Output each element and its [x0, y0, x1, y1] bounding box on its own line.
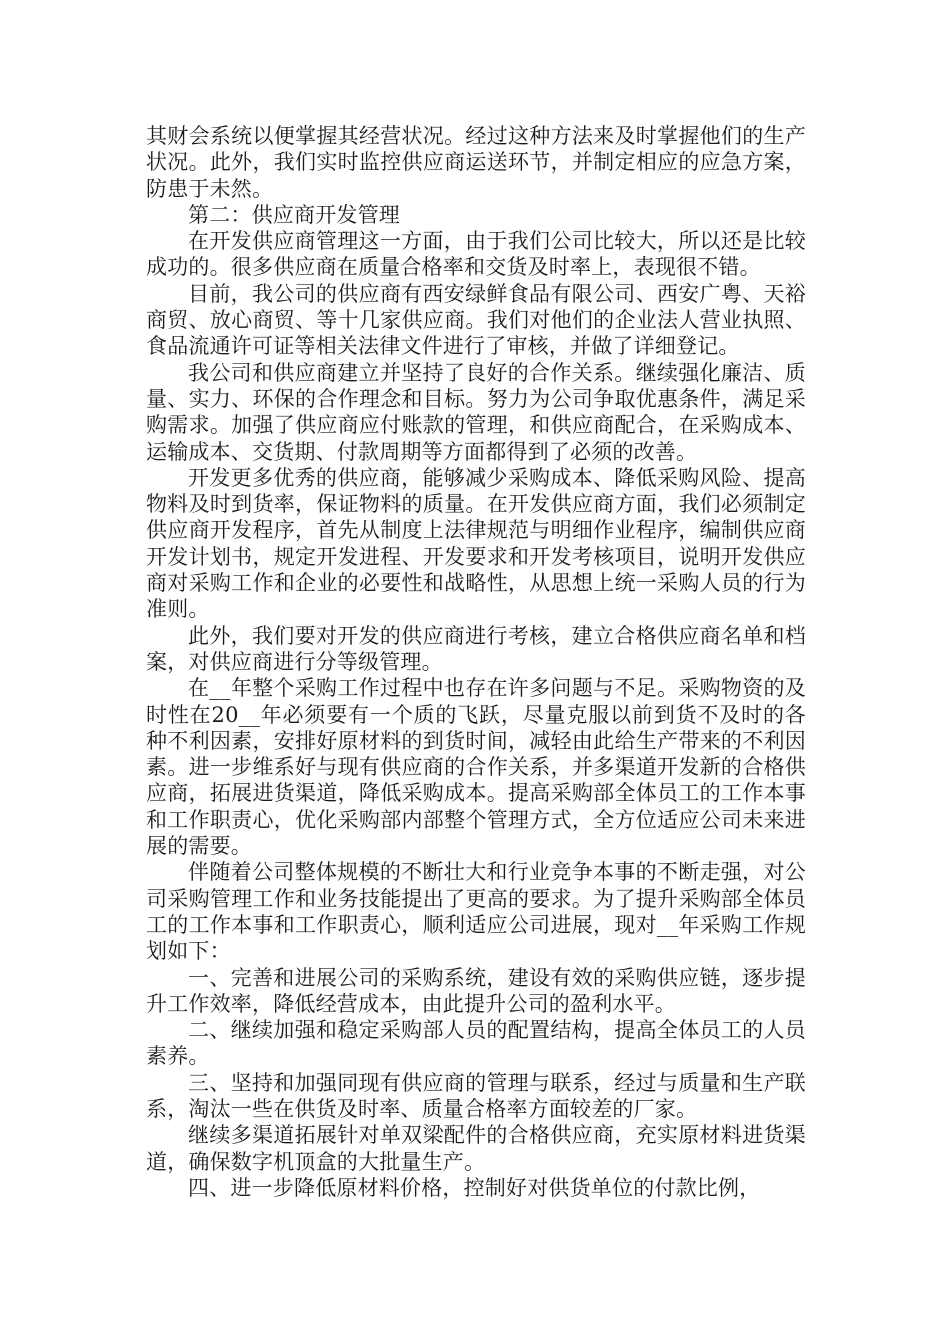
list-item-2: 二、继续加强和稳定采购部人员的配置结构，提高全体员工的人员素养。 — [146, 1018, 806, 1069]
list-item-1: 一、完善和进展公司的采购系统，建设有效的采购供应链，逐步提升工作效率，降低经营成本，由此提升公司的盈利水平。 — [146, 965, 806, 1016]
paragraph: 在开发供应商管理这一方面，由于我们公司比较大，所以还是比较成功的。很多供应商在质量合格率和交货及时率上，表现很不错。 — [146, 229, 806, 280]
paragraph: 我公司和供应商建立并坚持了良好的合作关系。继续强化廉洁、质量、实力、环保的合作理念和目标。努力为公司争取优惠条件，满足采购需求。加强了供应商应付账款的管理，和供应商配合，在采购成本、运输成本、交货期、付款周期等方面都得到了必须的改善。 — [146, 360, 806, 464]
paragraph-continued: 其财会系统以便掌握其经营状况。经过这种方法来及时掌握他们的生产状况。此外，我们实时监控供应商运送环节，并制定相应的应急方案，防患于未然。 — [146, 124, 806, 201]
list-item-3: 三、坚持和加强同现有供应商的管理与联系，经过与质量和生产联系，淘汰一些在供货及时率、质量合格率方面较差的厂家。 — [146, 1070, 806, 1121]
paragraph: 继续多渠道拓展针对单双梁配件的合格供应商，充实原材料进货渠道，确保数字机顶盒的大批量生产。 — [146, 1123, 806, 1174]
paragraph: 伴随着公司整体规模的不断壮大和行业竞争本事的不断走强，对公司采购管理工作和业务技能提出了更高的要求。为了提升采购部全体员工的工作本事和工作职责心，顺利适应公司进展，现对__年采购工作规划如下： — [146, 860, 806, 964]
paragraph: 此外，我们要对开发的供应商进行考核，建立合格供应商名单和档案，对供应商进行分等级管理。 — [146, 623, 806, 674]
paragraph: 开发更多优秀的供应商，能够减少采购成本、降低采购风险、提高物料及时到货率，保证物料的质量。在开发供应商方面，我们必须制定供应商开发程序，首先从制度上法律规范与明细作业程序，编制供应商开发计划书，规定开发进程、开发要求和开发考核项目，说明开发供应商对采购工作和企业的必要性和战略性，从思想上统一采购人员的行为准则。 — [146, 465, 806, 622]
paragraph: 目前，我公司的供应商有西安绿鲜食品有限公司、西安广粤、天裕商贸、放心商贸、等十几家供应商。我们对他们的企业法人营业执照、食品流通许可证等相关法律文件进行了审核，并做了详细登记。 — [146, 281, 806, 359]
section-heading-supplier-development: 第二：供应商开发管理 — [188, 202, 400, 227]
paragraph: 在__年整个采购工作过程中也存在许多问题与不足。采购物资的及时性在20__年必须要有一个质的飞跃，尽量克服以前到货不及时的各种不利因素，安排好原材料的到货时间，减轻由此给生产带来的不利因素。进一步维系好与现有供应商的合作关系，并多渠道开发新的合格供应商，拓展进货渠道，降低采购成本。提高采购部全体员工的工作本事和工作职责心，优化采购部内部整个管理方式，全方位适应公司未来进展的需要。 — [146, 676, 806, 859]
list-item-4: 四、进一步降低原材料价格，控制好对供货单位的付款比例， — [188, 1175, 761, 1200]
document-body — [146, 123, 806, 1201]
